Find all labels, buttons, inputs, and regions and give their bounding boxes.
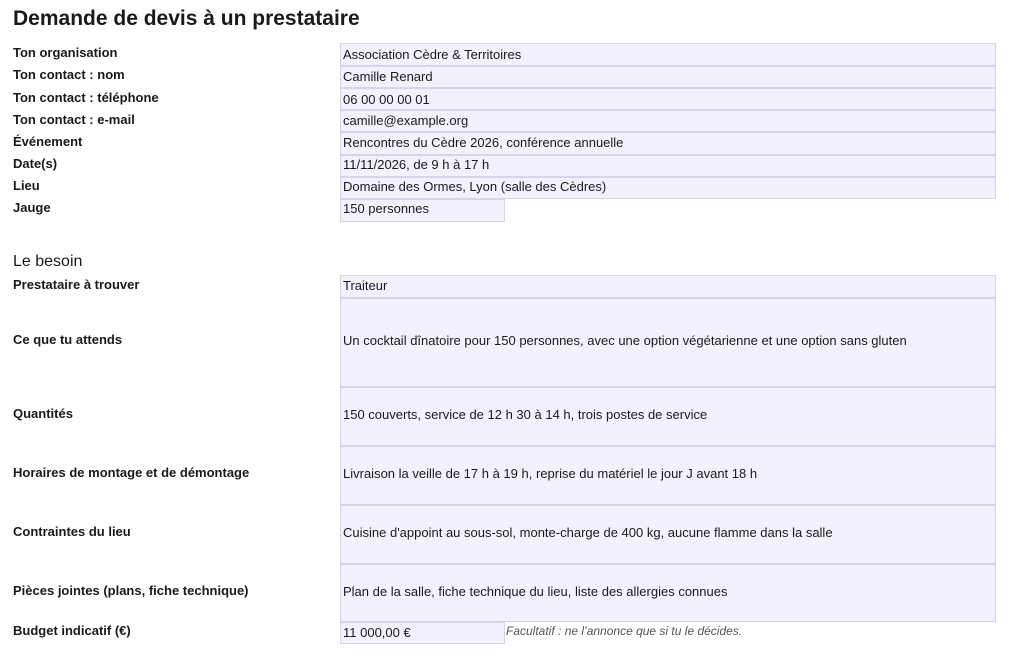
field-quantites[interactable]: 150 couverts, service de 12 h 30 à 14 h, trois postes de service (340, 387, 996, 446)
field-contact-email[interactable]: camille@example.org (340, 110, 996, 132)
label-prestataire: Prestataire à trouver (13, 277, 140, 292)
field-dates[interactable]: 11/11/2026, de 9 h à 17 h (340, 155, 996, 177)
field-contact-nom[interactable]: Camille Renard (340, 66, 996, 88)
section-heading-besoin: Le besoin (13, 253, 83, 270)
budget-note: Facultatif : ne l’annonce que si tu le décides. (506, 624, 743, 638)
field-contraintes[interactable]: Cuisine d'appoint au sous-sol, monte-charge de 400 kg, aucune flamme dans la salle (340, 505, 996, 564)
field-evenement[interactable]: Rencontres du Cèdre 2026, conférence annuelle (340, 132, 996, 155)
label-pieces-jointes: Pièces jointes (plans, fiche technique) (13, 583, 249, 598)
page-title: Demande de devis à un prestataire (13, 7, 360, 30)
field-horaires[interactable]: Livraison la veille de 17 h à 19 h, reprise du matériel le jour J avant 18 h (340, 446, 996, 505)
label-lieu: Lieu (13, 178, 40, 193)
label-evenement: Événement (13, 134, 83, 149)
field-budget[interactable]: 11 000,00 € (340, 622, 505, 644)
field-attentes[interactable]: Un cocktail dînatoire pour 150 personnes, avec une option végétarienne et une option sans gluten (340, 298, 996, 387)
field-pieces-jointes[interactable]: Plan de la salle, fiche technique du lieu, liste des allergies connues (340, 564, 996, 622)
label-contact-telephone: Ton contact : téléphone (13, 90, 159, 105)
field-jauge[interactable]: 150 personnes (340, 199, 505, 222)
label-dates: Date(s) (13, 156, 58, 171)
label-contraintes: Contraintes du lieu (13, 524, 131, 539)
field-contact-telephone[interactable]: 06 00 00 00 01 (340, 88, 996, 110)
label-attentes: Ce que tu attends (13, 332, 123, 347)
label-organisation: Ton organisation (13, 45, 118, 60)
field-prestataire[interactable]: Traiteur (340, 275, 996, 298)
label-contact-email: Ton contact : e-mail (13, 112, 135, 127)
label-contact-nom: Ton contact : nom (13, 67, 125, 82)
label-jauge: Jauge (13, 200, 51, 215)
field-organisation[interactable]: Association Cèdre & Territoires (340, 43, 996, 66)
label-horaires: Horaires de montage et de démontage (13, 465, 250, 480)
label-quantites: Quantités (13, 406, 73, 421)
label-budget: Budget indicatif (€) (13, 623, 131, 638)
field-lieu[interactable]: Domaine des Ormes, Lyon (salle des Cèdres) (340, 177, 996, 199)
